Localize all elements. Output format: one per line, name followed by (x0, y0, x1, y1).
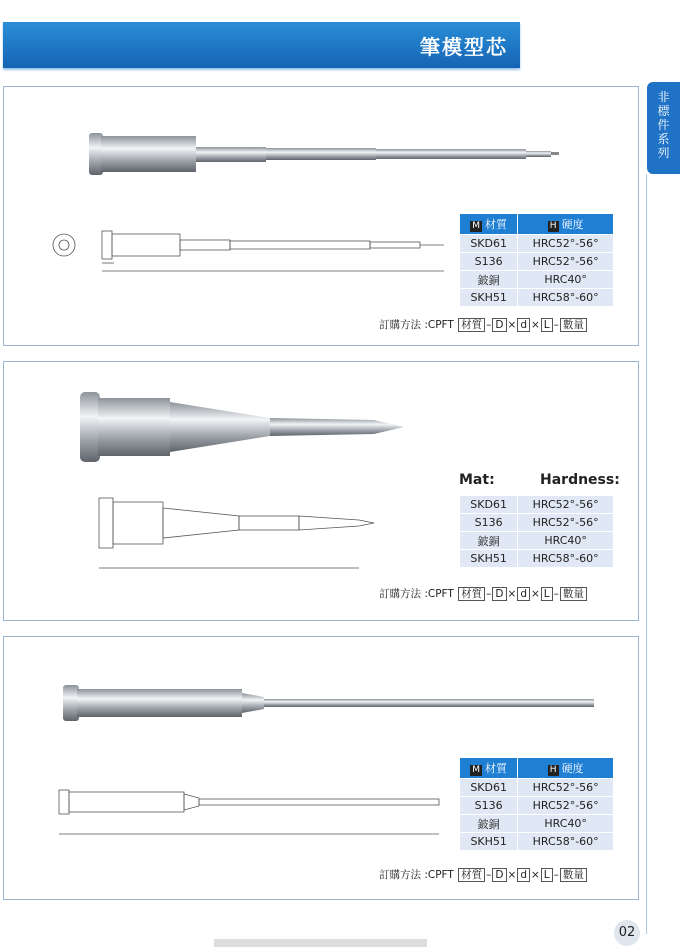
side-divider (646, 174, 647, 934)
table-row: SKD61 HRC52°-56° (460, 496, 614, 514)
order-method-2: 訂購方法 :CPFT 材質 – D × d × L – 數量 (379, 586, 588, 601)
table-row: 鈹銅 HRC40° (460, 532, 614, 550)
page-title: 筆模型芯 (420, 35, 508, 59)
product-panel-3 (3, 636, 639, 900)
overlay-mat-label: Mat: (459, 472, 495, 488)
col-material: M 材質 (460, 758, 518, 779)
table-row: S136 HRC52°-56° (460, 797, 614, 815)
table-row: SKH51 HRC58°-60° (460, 833, 614, 851)
pin-photo-1 (79, 127, 559, 227)
pin-photo-2 (74, 384, 434, 494)
table-row: S136 HRC52°-56° (460, 514, 614, 532)
footer-bar (214, 939, 427, 947)
overlay-hardness-label: Hardness: (540, 472, 620, 488)
pin-drawing-1 (44, 215, 464, 295)
pin-drawing-3 (49, 762, 449, 842)
table-row: 鈹銅 HRC40° (460, 271, 614, 289)
table-row: SKH51 HRC58°-60° (460, 550, 614, 568)
order-method-3: 訂購方法 :CPFT 材質 – D × d × L – 數量 (379, 867, 588, 882)
page-number: 02 (614, 920, 640, 946)
header-banner (3, 22, 520, 68)
side-tab-label: 非標件系列 (657, 90, 670, 160)
product-panel-2 (3, 361, 639, 621)
col-hardness: H 硬度 (518, 214, 614, 235)
col-material: M 材質 (460, 214, 518, 235)
spec-table-2 (459, 495, 614, 568)
pin-drawing-2 (59, 490, 379, 580)
order-method-1: 訂購方法 :CPFT 材質 – D × d × L – 數量 (379, 317, 588, 332)
table-row: SKD61 HRC52°-56° (460, 779, 614, 797)
col-hardness: H 硬度 (518, 758, 614, 779)
side-tab-category[interactable] (647, 82, 680, 174)
table-row: 鈹銅 HRC40° (460, 815, 614, 833)
table-row: SKH51 HRC58°-60° (460, 289, 614, 307)
pin-photo-3 (59, 679, 619, 739)
table-row: S136 HRC52°-56° (460, 253, 614, 271)
table-row: SKD61 HRC52°-56° (460, 235, 614, 253)
product-panel-1 (3, 86, 639, 346)
spec-table-1 (459, 213, 614, 307)
spec-table-3 (459, 757, 614, 851)
